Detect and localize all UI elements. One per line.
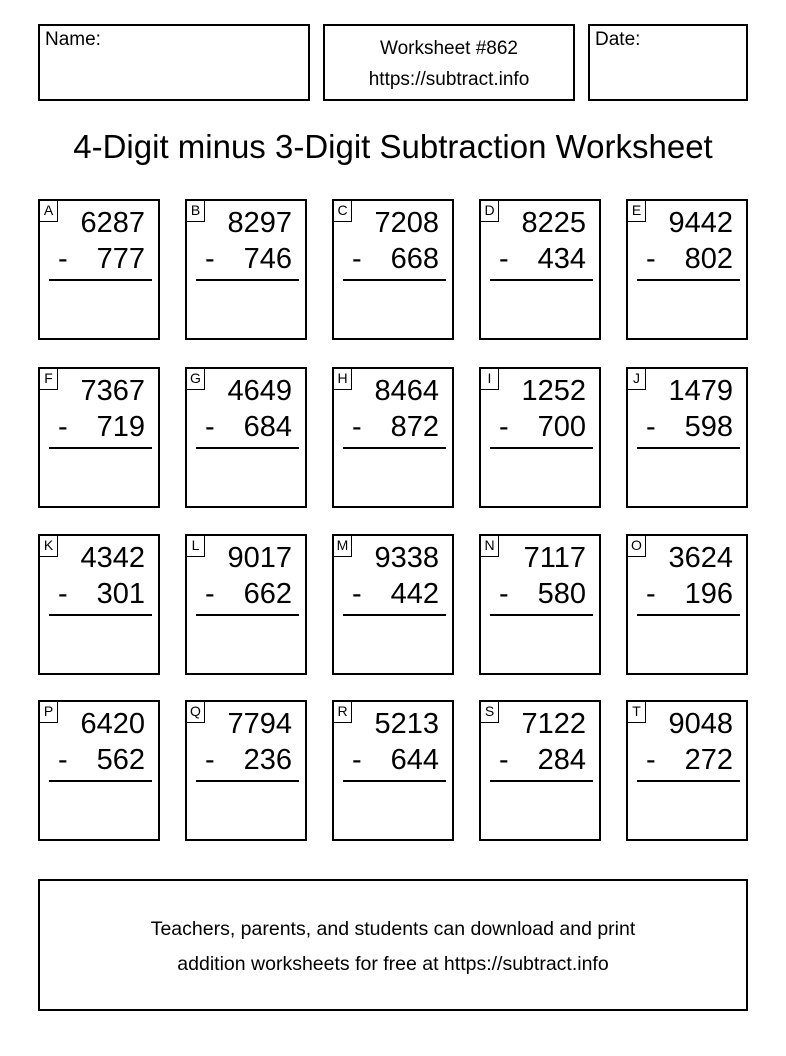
subtrahend: 434 (537, 243, 586, 275)
minus-sign: - (499, 243, 509, 275)
subtrahend: 719 (96, 411, 145, 443)
name-label: Name: (45, 29, 101, 50)
answer-line (637, 279, 740, 281)
minuend: 4649 (227, 375, 292, 407)
problem-card[interactable] (332, 199, 454, 340)
problem-letter: E (628, 201, 646, 222)
minuend: 7208 (374, 207, 439, 239)
minuend: 3624 (668, 542, 733, 574)
minus-sign: - (58, 578, 68, 610)
answer-line (637, 614, 740, 616)
subtrahend: 668 (390, 243, 439, 275)
problem-letter: O (628, 536, 646, 557)
problem-letter: H (334, 369, 352, 390)
minuend: 7367 (80, 375, 145, 407)
answer-line (196, 447, 299, 449)
subtrahend: 644 (390, 744, 439, 776)
minuend: 8297 (227, 207, 292, 239)
answer-line (490, 780, 593, 782)
problem-letter: S (481, 702, 499, 723)
problem-card[interactable] (479, 367, 601, 508)
minuend: 5213 (374, 708, 439, 740)
minuend: 1252 (521, 375, 586, 407)
problem-card[interactable] (38, 700, 160, 841)
minus-sign: - (499, 411, 509, 443)
answer-line (343, 447, 446, 449)
problem-card[interactable] (38, 367, 160, 508)
problem-letter: R (334, 702, 352, 723)
problem-letter: G (187, 369, 205, 390)
problem-card[interactable] (332, 534, 454, 675)
minus-sign: - (499, 578, 509, 610)
subtrahend: 562 (96, 744, 145, 776)
problem-card[interactable] (38, 534, 160, 675)
minus-sign: - (352, 243, 362, 275)
subtrahend: 598 (684, 411, 733, 443)
problem-card[interactable] (626, 199, 748, 340)
subtrahend: 802 (684, 243, 733, 275)
minus-sign: - (646, 411, 656, 443)
problem-letter: F (40, 369, 58, 390)
problem-card[interactable] (185, 534, 307, 675)
minuend: 9017 (227, 542, 292, 574)
minuend: 1479 (668, 375, 733, 407)
problem-card[interactable] (185, 199, 307, 340)
worksheet-number: Worksheet #862 (379, 38, 518, 59)
subtrahend: 272 (684, 744, 733, 776)
page-title: 4-Digit minus 3-Digit Subtraction Worksheet (73, 128, 713, 165)
answer-line (49, 447, 152, 449)
problem-card[interactable] (626, 367, 748, 508)
problem-letter: Q (187, 702, 205, 723)
subtrahend: 301 (96, 578, 145, 610)
problem-card[interactable] (479, 199, 601, 340)
name-field[interactable] (38, 24, 310, 101)
problem-card[interactable] (479, 700, 601, 841)
problem-card[interactable] (185, 700, 307, 841)
answer-line (490, 447, 593, 449)
answer-line (196, 780, 299, 782)
subtrahend: 442 (390, 578, 439, 610)
date-label: Date: (595, 29, 641, 50)
minus-sign: - (205, 411, 215, 443)
answer-line (490, 614, 593, 616)
subtrahend: 746 (243, 243, 292, 275)
minus-sign: - (646, 243, 656, 275)
minuend: 7122 (521, 708, 586, 740)
subtrahend: 777 (96, 243, 145, 275)
problem-card[interactable] (332, 700, 454, 841)
answer-line (49, 780, 152, 782)
subtrahend: 196 (684, 578, 733, 610)
subtrahend: 700 (537, 411, 586, 443)
problem-letter: P (40, 702, 58, 723)
problem-letter: B (187, 201, 205, 222)
problem-card[interactable] (626, 700, 748, 841)
minus-sign: - (58, 411, 68, 443)
answer-line (490, 279, 593, 281)
problem-letter: D (481, 201, 499, 222)
footer-line-1: Teachers, parents, and students can download and print (150, 918, 636, 940)
subtrahend: 580 (537, 578, 586, 610)
footer-line-2: addition worksheets for free at https://subtract.info (177, 953, 609, 975)
worksheet-info-box (323, 24, 575, 101)
worksheet-url: https://subtract.info (368, 69, 530, 90)
answer-line (343, 780, 446, 782)
minus-sign: - (352, 744, 362, 776)
minus-sign: - (352, 411, 362, 443)
answer-line (343, 279, 446, 281)
answer-line (49, 614, 152, 616)
subtrahend: 236 (243, 744, 292, 776)
minuend: 9048 (668, 708, 733, 740)
answer-line (343, 614, 446, 616)
answer-line (49, 279, 152, 281)
answer-line (196, 614, 299, 616)
minuend: 8464 (374, 375, 439, 407)
subtrahend: 872 (390, 411, 439, 443)
subtrahend: 684 (243, 411, 292, 443)
problem-card[interactable] (479, 534, 601, 675)
minus-sign: - (499, 744, 509, 776)
answer-line (637, 447, 740, 449)
minus-sign: - (205, 243, 215, 275)
date-field[interactable] (588, 24, 748, 101)
minus-sign: - (205, 578, 215, 610)
problem-letter: M (334, 536, 352, 557)
minus-sign: - (205, 744, 215, 776)
minuend: 9442 (668, 207, 733, 239)
footer-box (38, 879, 748, 1011)
answer-line (196, 279, 299, 281)
problem-card[interactable] (332, 367, 454, 508)
minuend: 9338 (374, 542, 439, 574)
problem-letter: N (481, 536, 499, 557)
minus-sign: - (646, 744, 656, 776)
minuend: 6420 (80, 708, 145, 740)
minuend: 7117 (523, 542, 586, 574)
problem-letter: C (334, 201, 352, 222)
answer-line (637, 780, 740, 782)
minus-sign: - (58, 744, 68, 776)
problem-letter: L (187, 536, 205, 557)
problem-letter: K (40, 536, 58, 557)
minuend: 6287 (80, 207, 145, 239)
subtrahend: 284 (537, 744, 586, 776)
minuend: 8225 (521, 207, 586, 239)
problem-letter: A (40, 201, 58, 222)
problem-card[interactable] (626, 534, 748, 675)
problem-letter: I (481, 369, 499, 390)
minus-sign: - (352, 578, 362, 610)
problem-letter: J (628, 369, 646, 390)
minuend: 7794 (227, 708, 292, 740)
minus-sign: - (646, 578, 656, 610)
minus-sign: - (58, 243, 68, 275)
problem-card[interactable] (185, 367, 307, 508)
problem-card[interactable] (38, 199, 160, 340)
subtrahend: 662 (243, 578, 292, 610)
minuend: 4342 (80, 542, 145, 574)
problem-letter: T (628, 702, 646, 723)
